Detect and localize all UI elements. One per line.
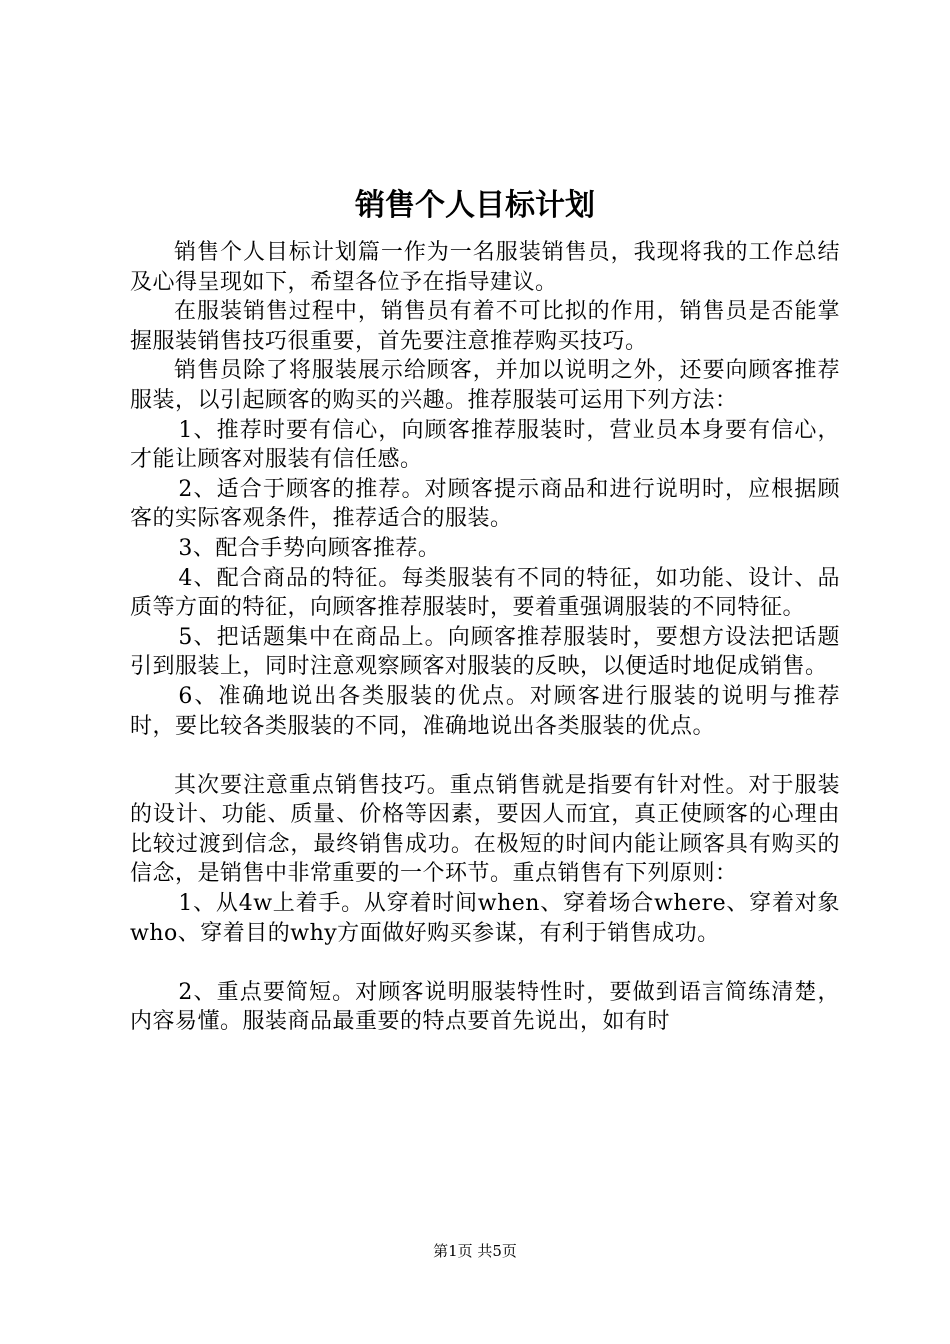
document-title: 销售个人目标计划 (355, 188, 595, 223)
paragraph-gap (130, 741, 840, 771)
document-body (130, 238, 840, 1037)
list-item: 4、配合商品的特征。每类服装有不同的特征，如功能、设计、品质等方面的特征，向顾客推荐服装时，要着重强调服装的不同特征。 (130, 565, 840, 621)
list-item: 1、推荐时要有信心，向顾客推荐服装时，营业员本身要有信心，才能让顾客对服装有信任感。 (130, 417, 840, 473)
page-footer: 第1页 共5页 (433, 1242, 517, 1260)
list-item: 2、重点要简短。对顾客说明服装特性时，要做到语言简练清楚，内容易懂。服装商品最重要的特点要首先说出，如有时 (130, 979, 840, 1035)
list-item: 6、准确地说出各类服装的优点。对顾客进行服装的说明与推荐时，要比较各类服装的不同，准确地说出各类服装的优点。 (130, 683, 840, 739)
paragraph-methods: 销售员除了将服装展示给顾客，并加以说明之外，还要向顾客推荐服装，以引起顾客的购买的兴趣。推荐服装可运用下列方法： (130, 358, 840, 413)
paragraph-gap (130, 948, 840, 978)
paragraph-role: 在服装销售过程中，销售员有着不可比拟的作用，销售员是否能掌握服装销售技巧很重要，首先要注意推荐购买技巧。 (130, 299, 840, 354)
list-item: 3、配合手势向顾客推荐。 (178, 535, 441, 561)
list-item: 2、适合于顾客的推荐。对顾客提示商品和进行说明时，应根据顾客的实际客观条件，推荐适合的服装。 (130, 476, 840, 532)
paragraph-intro: 销售个人目标计划篇一作为一名服装销售员，我现将我的工作总结及心得呈现如下，希望各位予在指导建议。 (130, 240, 840, 295)
list-item: 5、把话题集中在商品上。向顾客推荐服装时，要想方设法把话题引到服装上，同时注意观察顾客对服装的反映，以便适时地促成销售。 (130, 624, 840, 680)
paragraph-key-selling: 其次要注意重点销售技巧。重点销售就是指要有针对性。对于服装的设计、功能、质量、价格等因素，要因人而宜，真正使顾客的心理由比较过渡到信念，最终销售成功。在极短的时间内能让顾客具有购买的信念，是销售中非常重要的一个环节。重点销售有下列原则： (130, 772, 840, 887)
list-item: 1、从4w上着手。从穿着时间when、穿着场合where、穿着对象who、穿着目的why方面做好购买参谋，有利于销售成功。 (130, 891, 840, 946)
